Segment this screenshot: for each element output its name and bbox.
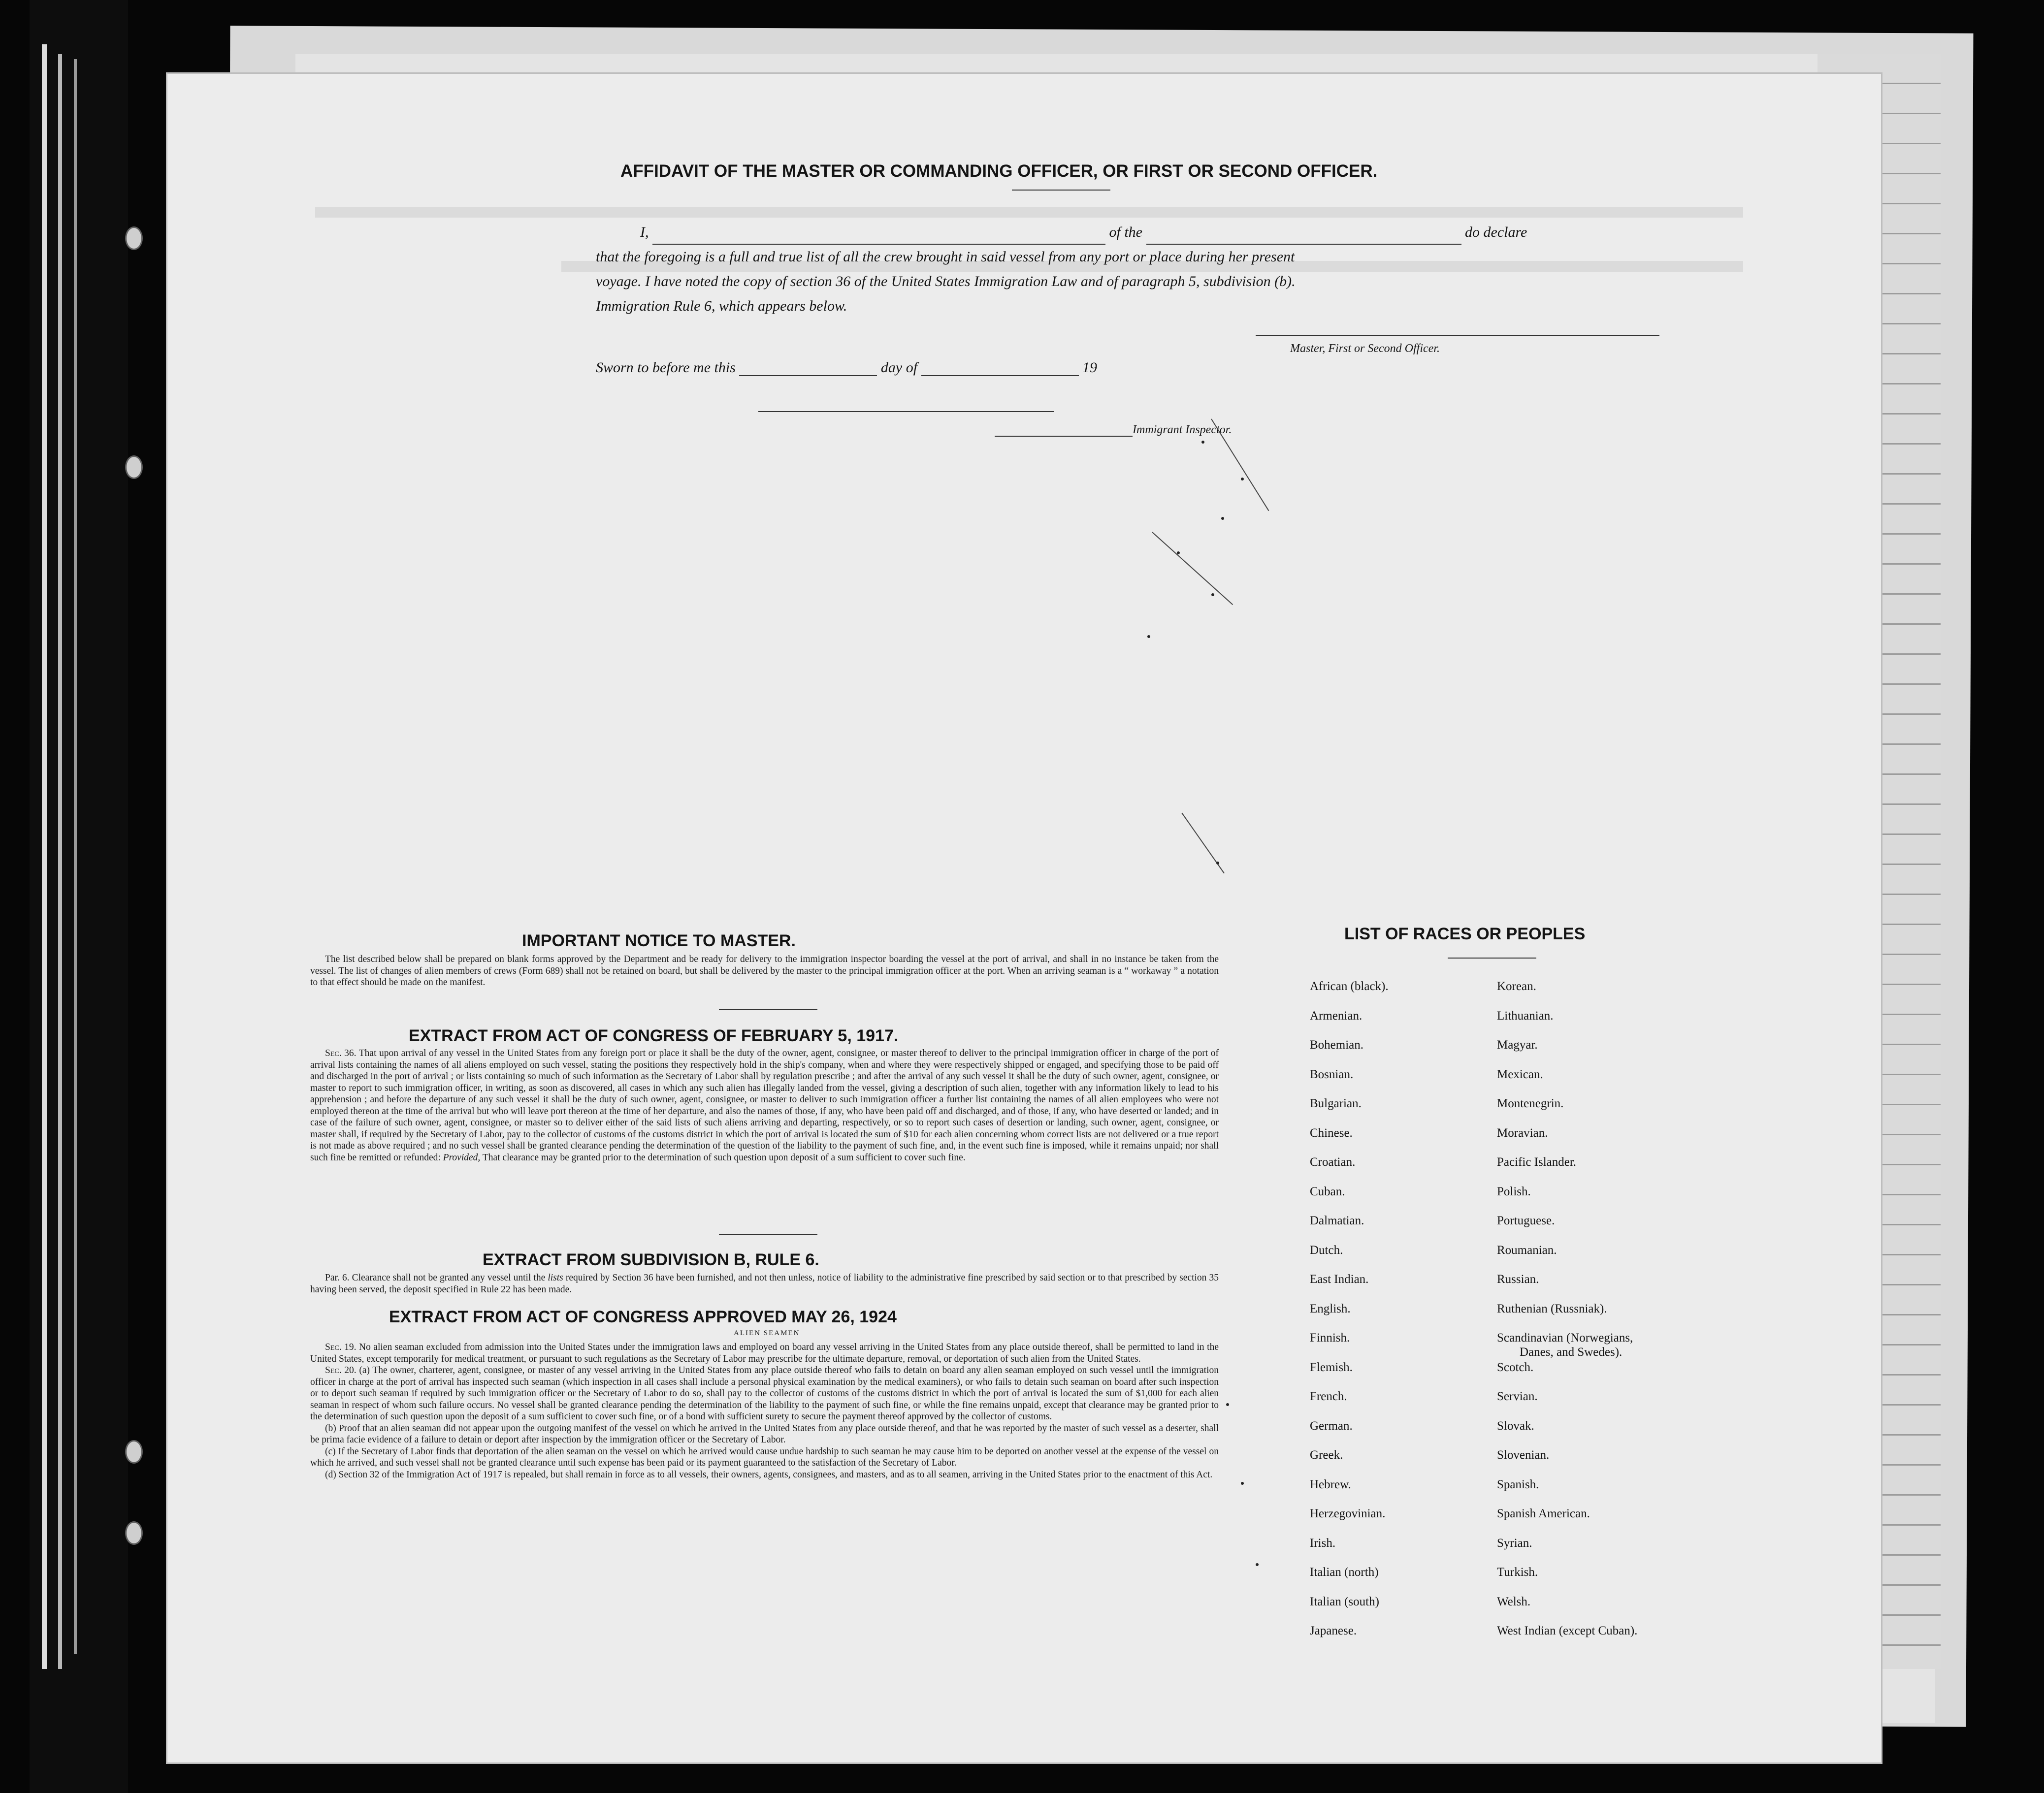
race-item: Magyar.	[1497, 1038, 1538, 1052]
race-item: Bulgarian.	[1310, 1097, 1362, 1110]
signature-line	[1256, 335, 1659, 336]
race-item: Croatian.	[1310, 1155, 1356, 1169]
punch-hole	[125, 226, 143, 250]
rule6-text-a: Par. 6. Clearance shall not be granted any vessel until the	[325, 1273, 546, 1283]
ink-dot	[1241, 1482, 1244, 1485]
race-item: Syrian.	[1497, 1536, 1532, 1550]
race-item: English.	[1310, 1302, 1351, 1315]
race-item: African (black).	[1310, 980, 1389, 993]
race-item: Irish.	[1310, 1536, 1336, 1550]
race-item: Herzegovinian.	[1310, 1507, 1386, 1520]
race-item: Dutch.	[1310, 1243, 1343, 1257]
extract-1917-end: That clearance may be granted prior to the determination of such question upon deposit of a sum sufficient to cover such fine.	[482, 1152, 966, 1163]
page-edge	[42, 44, 47, 1669]
race-item: Polish.	[1497, 1185, 1531, 1198]
race-item: Scotch.	[1497, 1360, 1534, 1374]
extract-1924-title: EXTRACT FROM ACT OF CONGRESS APPROVED MAY 26, 1924	[389, 1308, 897, 1326]
divider	[1448, 958, 1536, 959]
affidavit-line: Immigration Rule 6, which appears below.	[596, 298, 847, 314]
race-item: Japanese.	[1310, 1624, 1357, 1637]
notice-paragraph: The list described below shall be prepared on blank forms approved by the Department and be ready for delivery to the immigration inspector boarding the vessel at the port of arrival, and shall in no instance be taken from the vessel. The list of changes of alien members of crews (Form 689) shall not be retained on board, but shall be delivered by the master to the principal immigration officer at the port. When an arriving seaman is a “ workaway ” a notation to that effect should be made on the manifest.	[310, 954, 1219, 988]
officer-caption: Master, First or Second Officer.	[1290, 342, 1440, 355]
rule6-text-b: required by Section 36 have been furnished, and not then unless, notice of liability to the administrative fine prescribed by said section or to that prescribed by section 35 having been served, the deposit specified in Rule 22 has been made.	[310, 1273, 1219, 1295]
month-blank	[921, 375, 1079, 376]
ink-dot	[1256, 1563, 1259, 1566]
divider	[1012, 190, 1110, 191]
year-prefix: 19	[1082, 359, 1098, 376]
ink-mark	[1211, 418, 1269, 511]
inspector-caption-text: Immigrant Inspector.	[1133, 423, 1232, 436]
divider	[719, 1009, 817, 1010]
race-item: Welsh.	[1497, 1595, 1531, 1608]
affidavit-i-label: I,	[640, 224, 649, 240]
affidavit-of-the-label: of the	[1109, 224, 1142, 240]
race-item: Korean.	[1497, 980, 1536, 993]
race-item: Portuguese.	[1497, 1214, 1555, 1227]
day-blank	[739, 375, 877, 376]
extract-1917-text	[310, 1048, 1219, 1163]
ink-dot	[1216, 862, 1219, 864]
affidavit-title: AFFIDAVIT OF THE MASTER OR COMMANDING OFFICER, OR FIRST OR SECOND OFFICER.	[620, 161, 1378, 181]
punch-hole	[125, 1440, 143, 1464]
race-item-continued: Danes, and Swedes).	[1520, 1345, 1622, 1359]
inspector-blank	[995, 436, 1133, 437]
ink-dot	[1201, 441, 1204, 444]
form-page	[167, 74, 1881, 1762]
extract-1917-title: EXTRACT FROM ACT OF CONGRESS OF FEBRUARY 5, 1917.	[409, 1026, 899, 1045]
race-item: Spanish American.	[1497, 1507, 1590, 1520]
affidavit-body	[596, 220, 1689, 319]
sec20a-text: (a) The owner, charterer, agent, consignee, or master of any vessel arriving in the United States from any place outside thereof who fails to detain on board any alien seaman employed on such vessel until the immigration officer in charge at the port of arrival has inspected such seaman (which inspection in all cases shall include a personal physical examination by the medical examiners), or who fails to detain such seaman on board after such inspection or to deport such seaman if required by such immigration officer or the Secretary of Labor to do so, shall pay to the collector of customs of the customs district in which the port of arrival is located the sum of $1,000 for each alien seaman in respect of whom such failure occurs. No vessel shall be granted clearance pending the determination of the liability to the payment of such fine, or while the fine remains unpaid, except that clearance may be granted prior to the determination of such question upon the deposit of a sum sufficient to cover such fine, or of a bond with sufficient surety to secure the payment thereof approved by the collector of customs.	[310, 1365, 1219, 1422]
races-right-column	[1497, 980, 1637, 1654]
race-item: Slovenian.	[1497, 1448, 1550, 1462]
day-of-label: day of	[880, 359, 918, 376]
affidavit-line: voyage. I have noted the copy of section 36 of the United States Immigration Law and of paragraph 5, subdivision (b).	[596, 273, 1296, 289]
inspector-caption	[995, 423, 1232, 437]
races-title: LIST OF RACES OR PEOPLES	[1344, 925, 1586, 943]
race-item: Finnish.	[1310, 1331, 1350, 1345]
bleed-through	[315, 207, 1743, 218]
section-label: Sec. 36.	[325, 1048, 357, 1058]
race-item: Armenian.	[1310, 1009, 1363, 1023]
provided-word: Provided,	[443, 1152, 481, 1163]
race-item: German.	[1310, 1419, 1353, 1433]
race-item: Dalmatian.	[1310, 1214, 1364, 1227]
section-label: Sec. 19.	[325, 1342, 357, 1352]
punch-hole	[125, 1521, 143, 1545]
sworn-label: Sworn to before me this	[596, 359, 736, 376]
race-item: Moravian.	[1497, 1126, 1548, 1140]
ink-dot	[1221, 517, 1224, 520]
ink-dot	[1211, 593, 1214, 596]
race-item: Italian (south)	[1310, 1595, 1379, 1608]
extract-1917-body: That upon arrival of any vessel in the United States from any foreign port or place it shall be the duty of the owner, agent, consignee, or master thereof to deliver to the principal immigration officer in charge of the port of arrival lists containing the names of all aliens employed on such vessel, stating the positions they respectively hold in the ship's company, when and where they were respectively shipped or engaged, and specifying those to be paid off and discharged in the port of arrival ; or lists containing so much of such information as the Secretary of Labor shall by regulation prescribe ; and after the arrival of any such vessel it shall be the duty of such owner, agent, consignee, or master to report to such immigration officer, in writing, as soon as discovered, all cases in which any such alien has illegally landed from the vessel, giving a description of such alien, together with any information likely to lead to his apprehension ; and before the departure of any such vessel it shall be the duty of such owner, agent, consignee, or master to deliver to such immigration officer a further list containing the names of all alien employees who were not employed thereon at the time of the arrival but who will leave port thereon at the time of her departure, and also the names of those, if any, who have been paid off and discharged, and of those, if any, who have deserted or landed; and in case of the failure of such owner, agent, consignee, or master so to deliver either of the said lists of such aliens arriving and departing, respectively, or so to report such cases of desertion or landing, such owner, agent, consignee, or master shall, if required by the Secretary of Labor, pay to the collector of customs of the customs district in which the port of arrival is located the sum of $10 for each alien concerning whom correct lists are not delivered or a true report is not made as above required ; and no such vessel shall be granted clearance pending the determination of the question of the liability to the payment of such fine, and, in the event such fine is imposed, while it remains unpaid; nor shall such fine be remitted or refunded:	[310, 1048, 1219, 1163]
sworn-line	[596, 359, 1097, 376]
ink-dot	[1147, 635, 1150, 638]
race-item: Russian.	[1497, 1273, 1539, 1286]
sec20b-text: (b) Proof that an alien seaman did not appear upon the outgoing manifest of the vessel on which he arrived in the United States from any place outside thereof, and that he was reported by the master of such vessel as a deserter, shall be prima facie evidence of a failure to detain or deport after inspection by the immigration officer or the Secretary of Labor.	[310, 1423, 1219, 1445]
race-item: Ruthenian (Russniak).	[1497, 1302, 1607, 1315]
race-item: Roumanian.	[1497, 1243, 1557, 1257]
race-item: Slovak.	[1497, 1419, 1534, 1433]
affidavit-line: that the foregoing is a full and true list of all the crew brought in said vessel from any port or place during her present	[596, 249, 1295, 265]
affidavit-do-declare: do declare	[1465, 224, 1527, 240]
race-item: Hebrew.	[1310, 1477, 1351, 1491]
race-item: Servian.	[1497, 1390, 1538, 1403]
notice-text	[310, 954, 1219, 989]
extract-rule6-text	[310, 1272, 1219, 1295]
extract-1924-text	[310, 1342, 1219, 1480]
notice-title: IMPORTANT NOTICE TO MASTER.	[522, 931, 796, 950]
race-item: Lithuanian.	[1497, 1009, 1554, 1023]
ink-dot	[1177, 551, 1180, 554]
ink-dot	[1226, 1403, 1229, 1406]
race-item: Flemish.	[1310, 1360, 1353, 1374]
race-item: Montenegrin.	[1497, 1097, 1564, 1110]
race-item: Bohemian.	[1310, 1038, 1364, 1052]
race-item: French.	[1310, 1390, 1347, 1403]
race-item: Bosnian.	[1310, 1067, 1354, 1081]
punch-hole	[125, 455, 143, 479]
extract-rule6-title: EXTRACT FROM SUBDIVISION B, RULE 6.	[483, 1250, 819, 1269]
race-item: Italian (north)	[1310, 1566, 1379, 1579]
sec19-text: No alien seaman excluded from admission into the United States under the immigration laws and employed on board any vessel arriving in the United States from any place outside thereof, shall be permitted to land in the United States, except temporarily for medical treatment, or pursuant to such regulations as the Secretary of Labor may prescribe for the ultimate departure, removal, or deportation of such alien from the United States.	[310, 1342, 1219, 1364]
race-item: East Indian.	[1310, 1273, 1369, 1286]
race-item: Scandinavian (Norwegians,	[1497, 1331, 1633, 1345]
race-item: Spanish.	[1497, 1477, 1539, 1491]
race-item: Chinese.	[1310, 1126, 1353, 1140]
race-item: Pacific Islander.	[1497, 1155, 1577, 1169]
page-edge	[58, 54, 62, 1669]
races-left-column	[1310, 980, 1389, 1654]
race-item: West Indian (except Cuban).	[1497, 1624, 1638, 1637]
section-label: Sec. 20.	[325, 1365, 357, 1376]
page-edge	[74, 59, 77, 1654]
divider	[719, 1234, 817, 1235]
sec20c-text: (c) If the Secretary of Labor finds that deportation of the alien seaman on the vessel on which he arrived would cause undue hardship to such seaman he may cause him to be deported on another vessel at the expense of the vessel on which he arrived, and such vessel shall not be granted clearance until such expense has been paid or its payment guaranteed to the satisfaction of the Secretary of Labor.	[310, 1446, 1219, 1468]
race-item: Turkish.	[1497, 1566, 1538, 1579]
sec20d-text: (d) Section 32 of the Immigration Act of 1917 is repealed, but shall remain in force as to all vessels, their owners, agents, consignees, and masters, and as to all seamen, arriving in the United States prior to the enactment of this Act.	[325, 1469, 1213, 1480]
alien-seamen-subtitle: ALIEN SEAMEN	[734, 1329, 800, 1337]
rule6-lists-word: lists	[548, 1273, 563, 1283]
ink-dot	[1241, 478, 1244, 480]
race-item: Cuban.	[1310, 1185, 1345, 1198]
ink-mark	[1152, 532, 1233, 605]
race-item: Mexican.	[1497, 1067, 1543, 1081]
race-item: Greek.	[1310, 1448, 1343, 1462]
inspector-signature-line	[758, 411, 1054, 412]
